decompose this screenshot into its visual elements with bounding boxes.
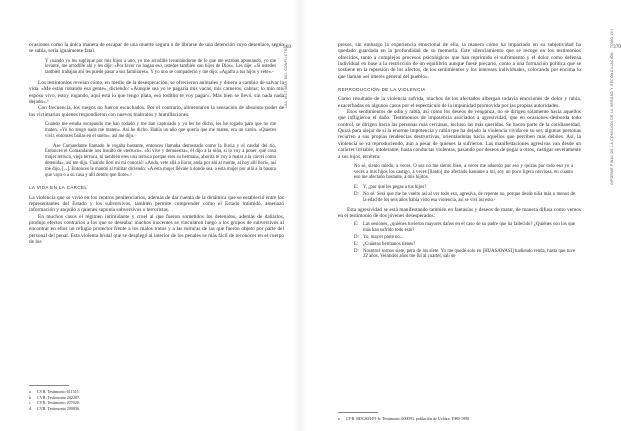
dialog-text: Yo, mayor parte no... (363, 234, 404, 240)
footnote-mark: e (338, 416, 340, 421)
paragraph: En muchos casos el régimen intimidante y cruel al que fueron sometidos los detenidos, además de dañarlos, produjo efectos contrarios a los que se deseaba: muchos inocentes se vincularon luego a los grupos de subversivos al encontrar en ellos un refugio protector frente a los malos tratos y a las torturas de las que fueron objeto por parte del personal del penal. Esta violenta brutal que se desplegó al interior de los penales se más fácil de reconocer en el cuerpo de los (29, 213, 284, 246)
right-footnotes (338, 412, 578, 422)
left-text-column (29, 42, 284, 245)
dialog-line (354, 235, 575, 241)
footnote-text: CVR. BDGSM-P1-b: Testimonio 600093, población de Uchiza. 1980-1990. (345, 416, 471, 421)
speaker-label: E: (354, 241, 359, 247)
left-page-number: 369 (283, 44, 292, 50)
speaker-label: D: (354, 234, 359, 240)
right-text-column (338, 42, 581, 261)
paragraph: ocasiones como la única manera de escapar de una muerte segura o de librarse de una detención cuyo desenlace, según se sabía, sería igualmente fatal. (29, 42, 284, 55)
dialog-text: ¿Cuántos hermanos tienes? (363, 241, 416, 247)
left-running-header: LAS VÍCTIMAS DEL CONFLICTO (284, 48, 288, 108)
right-page (300, 0, 621, 431)
testimony-quote: Cuando me estaba escapando me han rodado y me han capturado y yo les he dicho, les he rogado para que no me maten. «Yo no tengo nada me maten». Así he dicho. Había un año que quería que me maten, era un varón. «Quieres vivir, entonces bailas en el suelo», así me dijo.ᶜ (45, 122, 276, 139)
dialog-line (354, 185, 575, 191)
footnote-text: CVR. Testimonio 207020. (36, 400, 80, 406)
right-page-number: 370 (613, 44, 621, 50)
speaker-label: D: (354, 192, 359, 198)
right-running-header: INFORME FINAL DE LA COMISIÓN DE LA VERDAD Y RECONCILIACIÓN · TOMO VIII (610, 28, 614, 185)
paragraph: presos, sin embargo la experiencia emocional de ella, la manera cómo ha impactado en su subjetividad ha quedado guardada en la profundidad de su memoria. Este silenciamiento que se recoge en los testimonios ofrecidos, tanto a complejos procesos psicológicos que han reprimido el sufrimiento y el dolor como defensa individual en base a la restricción de un equilibrio aunque fuese precario, como a una formación política que se sostiene en la represión de los afectos, de los sentimientos y los intereses individuales, colocando por encima lo que llaman «el interés general del pueblo». (338, 42, 581, 80)
testimony-quote: Ase Comandante llamado le rogaba bastante, entonces llamaba demostado como la lluvia y el caudal del río. Entonces el Comandante nos insultó de «terruco». «Sí vive y demuestra», él dijo a la niña, si lo voy a poner, qué cosa mujer terruca, vieja terruca, tú también eres una terruca porque eres su hermana, ahorita te voy a matar a la cárcel como detenida», así me dijo. Cuando llorí mi mi conozió: «Anda, vete allá a llorar, anda por ahí al monte, al hoy allí llorí», así me dijo, [...]. Entonces le mandó al militar diciendo: «A esta mujer llévale a donde sea, a esta mujer por allá a la basura que vaya o a su casa y allí dentro que llore».ᵈ (45, 143, 276, 178)
section-title: REPRODUCCIÓN DE LA VIOLENCIA (338, 87, 426, 93)
dialog-line (354, 222, 575, 234)
paragraph: Esos sentimientos de odio y rabia, así como los deseos de venganza, no se dirigen solamente hacia aquellos que infligieron el daño. Testimonios de impotencia asociados a agresividad, que en ocasiones desborda todo control, se dirigen hacia las personas más cercanas, incluso las más queridas. Se hacen parte de la cotidianeidad. Quizá para alejar de sí la enorme impotencia y rabia que ha dejado la violencia vivida en su ser, algunas personas recurren a sus propias tendencias destructivas, orientándolas hacia aquellos que perciben más débiles. Así, la violencia se va reproduciendo, aún a pesar de quienes la sufrieron. Las manifestaciones agresivas van desde un carácter irritable, intolerante, hasta conductas violentas, pasando por deseos de pegar a otros, castigar severamente a sus hijos, etcétera: (338, 109, 581, 160)
dialog-text: Y, ¿por qué les pegas a tus hijos? (363, 185, 427, 191)
footnote-rule (338, 412, 378, 413)
dialog-line (354, 242, 575, 248)
speaker-label: E: (354, 185, 359, 191)
speaker-label: E: (354, 222, 359, 228)
dialog-text: Nosotros somos siete, pero de los siete. Yo me quedé solo en [HUASAWASI] hadiendo renda, hasta que tuve 22 años. Veintidós años me fui al cuartel, salí de (363, 248, 575, 260)
paragraph: Con frecuencia, los ruegos no fueron escuchados. Por el contrario, alimentaron la sensación de absoluto poder de los victimarios quienes respondieron con nuevos maltratos y humillaciones. (29, 105, 284, 118)
left-page (0, 0, 300, 431)
paragraph: La violencia que se vivió en los centros penitenciarios, además de dar cuenta de la dinámica que se estableció entre los representantes del Estado y los subversivos, también permite comprender cómo el Estado intimidó, amenazó información y anquiló a quienes suponía subversivos o terroristas. (29, 194, 284, 214)
footnote-rule (29, 385, 69, 386)
dialog-text: No sé. Será que me he vuelto así al ver todo eso, agresiva, de repente no, porque desde niña más o menos de la edad de los seis años había visto esa violencia, así se viví así esto.ᵉ (363, 192, 575, 203)
footnote (338, 416, 578, 422)
footnote-text: CVR. Testimonio 202287. (37, 394, 81, 400)
testimony-quote: Y cuando yo les supliqué por mis hijos a uno, yo me arrodillé levantándome de lo que me estaban apuntando, yo me levanté, me arrodillé ahí y les dije: «Por favor no hagan eso, ustedes también son hijos de Dios». Les dije: «Si ustedes también trabajan ahí les puede pasar a sus familiares». Y yo uno se compadeció y me dijo: «Agarra a tus hijos y vete».ᵃ (45, 58, 276, 76)
paragraph: Esta agresividad se está manifestando también en fantasías y deseos de matar, de manera difusa como vemos en el testimonio de dos jóvenes desesperados: (338, 206, 581, 219)
footnote-mark: c (29, 400, 31, 406)
footnote-mark: b (29, 394, 32, 400)
footnote-mark: a (29, 389, 31, 394)
dialog-line (354, 249, 575, 261)
footnote-mark: d (29, 405, 32, 411)
dialog-text: Las sesiones, ¿quiénes tuvieron mayores daños en el caso de su padre que ha fallecido? ¿Quiénes son los que más han sufrido todo esto? (363, 222, 575, 234)
section-title: LA VIDA EN LA CÁRCEL (29, 185, 88, 191)
dialog-line (354, 192, 575, 204)
paragraph: Como resultado de la violencia sufrida, muchos de los afectados albergan todavía emociones de dolor y rabia, exacerbadas en algunos casos por el espectáculo de la impunidad promovida por las propias autoridades. (338, 96, 581, 109)
left-footnotes (29, 385, 229, 411)
footnote-text: CVR. Testimonio 611515. (36, 389, 80, 394)
footnote-text: CVR. Testimonio 200836. (37, 405, 81, 411)
paragraph: Los testimonios revelan cómo, en medio de la desesperación, se ofrecieron animales y dinero a cambio de salvar la vida. «Me están robando esa gente», dicíendo: «Aunque sea yo le pagaría mis vacas, mis carneros, cabras; lo mío mis esposo vivo, estoy rogando, aquí está lo que tengo plata, eso toditito te voy pagar». Más bien se llevó, sin nada nada dejado».ᵇ (29, 80, 284, 106)
speaker-label: D: (354, 248, 359, 254)
footnote (29, 406, 229, 412)
testimony-quote: No sé, siento miedo, a veces. O sea no me siento bien, a veces me aduerdo por eso y quizás por todo eso yo a veces a mis hijos los castigo, a veces [llanto] me afectado bastante a mí, soy un poco ligera nerviosa, en cuanto eso me afectado bastante, a mis hijitos. (354, 163, 573, 181)
